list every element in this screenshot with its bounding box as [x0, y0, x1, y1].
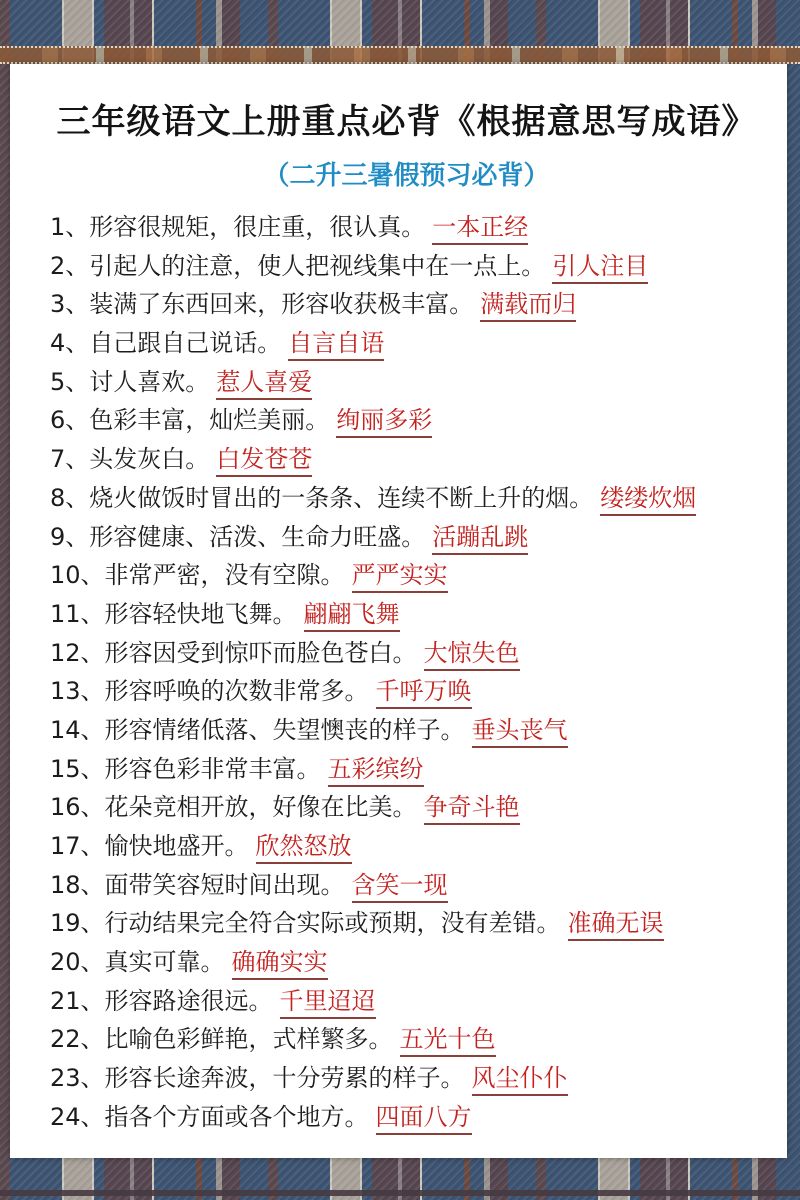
idiom-answer: 白发苍苍: [216, 444, 312, 477]
list-item: [50, 595, 763, 634]
item-number: 1、: [50, 213, 90, 241]
idiom-answer: 争奇斗艳: [424, 792, 520, 825]
idiom-answer: 确确实实: [232, 947, 328, 980]
item-description: 形容色彩非常丰富。: [104, 754, 321, 783]
list-item: [50, 1059, 763, 1098]
item-description: 指各个方面或各个地方。: [104, 1102, 369, 1131]
list-item: [50, 1020, 763, 1059]
item-description: 色彩丰富，灿烂美丽。: [89, 406, 330, 435]
item-number: 2、: [50, 251, 90, 280]
idiom-answer: 含笑一现: [352, 870, 448, 903]
page-title: 三年级语文上册重点必背《根据意思写成语》: [56, 102, 757, 142]
item-description: 烧火做饭时冒出的一条条、连续不断上升的烟。: [89, 483, 594, 512]
list-item: [50, 788, 763, 827]
item-description: 形容很规矩，很庄重，很认真。: [89, 213, 426, 241]
idiom-answer: 五彩缤纷: [328, 754, 424, 787]
item-number: 3、: [50, 290, 90, 319]
item-description: 形容情绪低落、失望懊丧的样子。: [104, 715, 465, 744]
list-item: [50, 866, 763, 905]
plaid-bottom-line: [0, 1190, 800, 1196]
idiom-answer: 严严实实: [352, 560, 448, 593]
item-number: 20、: [50, 948, 105, 977]
idiom-answer: 自言自语: [288, 328, 384, 361]
item-description: 行动结果完全符合实际或预期，没有差错。: [104, 909, 561, 938]
list-item: [50, 208, 763, 247]
item-description: 形容呼唤的次数非常多。: [104, 677, 369, 706]
list-item: [50, 401, 763, 440]
item-description: 自己跟自己说话。: [89, 329, 282, 358]
item-description: 装满了东西回来，形容收获极丰富。: [89, 290, 474, 319]
idiom-answer: 引人注目: [552, 251, 648, 284]
worksheet-card: [10, 64, 787, 1158]
item-description: 引起人的注意，使人把视线集中在一点上。: [89, 251, 546, 280]
list-item: [50, 750, 763, 789]
idiom-answer: 五光十色: [400, 1024, 496, 1057]
item-number: 18、: [50, 870, 105, 899]
list-item: [50, 518, 763, 557]
item-number: 10、: [50, 561, 105, 590]
idiom-answer: 活蹦乱跳: [432, 522, 528, 555]
item-description: 形容路途很远。: [104, 986, 273, 1015]
item-number: 13、: [50, 677, 105, 706]
item-description: 面带笑容短时间出现。: [104, 870, 345, 899]
idiom-answer: 欣然怒放: [256, 831, 352, 864]
idiom-answer: 缕缕炊烟: [600, 483, 696, 516]
list-item: [50, 982, 763, 1021]
item-description: 愉快地盛开。: [104, 832, 249, 860]
idiom-answer: 满载而归: [480, 289, 576, 322]
item-description: 讨人喜欢。: [89, 367, 210, 396]
item-description: 形容轻快地飞舞。: [104, 599, 297, 628]
item-number: 24、: [50, 1102, 105, 1131]
idiom-answer: 翩翩飞舞: [304, 599, 400, 632]
item-number: 4、: [50, 329, 90, 358]
item-number: 8、: [50, 483, 90, 512]
item-number: 11、: [50, 599, 105, 628]
idiom-answer: 一本正经: [432, 212, 528, 245]
item-description: 形容长途奔波，十分劳累的样子。: [104, 1064, 465, 1093]
idiom-answer: 千里迢迢: [280, 986, 376, 1019]
idiom-answer: 大惊失色: [424, 638, 520, 671]
list-item: [50, 672, 763, 711]
idiom-answer: 风尘仆仆: [472, 1063, 568, 1096]
list-item: [50, 556, 763, 595]
list-item: [50, 634, 763, 673]
list-item: [50, 247, 763, 286]
idiom-answer: 准确无误: [568, 908, 664, 941]
list-item: [50, 827, 763, 866]
item-description: 头发灰白。: [89, 445, 210, 474]
item-number: 17、: [50, 832, 105, 860]
idiom-answer: 千呼万唤: [376, 676, 472, 709]
page-subtitle: （二升三暑假预习必背）: [263, 161, 550, 191]
list-item: [50, 943, 763, 982]
idiom-answer: 绚丽多彩: [336, 405, 432, 438]
item-number: 19、: [50, 909, 105, 938]
idiom-answer: 垂头丧气: [472, 715, 568, 748]
list-item: [50, 440, 763, 479]
list-item: [50, 904, 763, 943]
item-number: 9、: [50, 522, 90, 551]
item-number: 5、: [50, 367, 90, 396]
idiom-answer: 惹人喜爱: [216, 367, 312, 400]
item-description: 形容健康、活泼、生命力旺盛。: [89, 522, 426, 551]
item-description: 真实可靠。: [104, 948, 225, 977]
item-number: 12、: [50, 638, 105, 667]
item-number: 7、: [50, 445, 90, 474]
list-item: [50, 711, 763, 750]
item-description: 花朵竞相开放，好像在比美。: [104, 793, 417, 822]
item-number: 16、: [50, 793, 105, 822]
list-item: [50, 363, 763, 402]
item-number: 22、: [50, 1025, 105, 1054]
item-number: 23、: [50, 1064, 105, 1093]
item-number: 14、: [50, 715, 105, 744]
idiom-answer: 四面八方: [376, 1102, 472, 1135]
item-description: 形容因受到惊吓而脸色苍白。: [104, 638, 417, 667]
item-number: 15、: [50, 754, 105, 783]
list-item: [50, 285, 763, 324]
item-description: 非常严密，没有空隙。: [104, 561, 345, 590]
item-description: 比喻色彩鲜艳，式样繁多。: [104, 1025, 393, 1054]
list-item: [50, 479, 763, 518]
plaid-horizontal-band: [0, 46, 800, 64]
item-number: 6、: [50, 406, 90, 435]
item-number: 21、: [50, 986, 105, 1015]
list-item: [50, 324, 763, 363]
idiom-list: [50, 208, 763, 1137]
list-item: [50, 1098, 763, 1137]
